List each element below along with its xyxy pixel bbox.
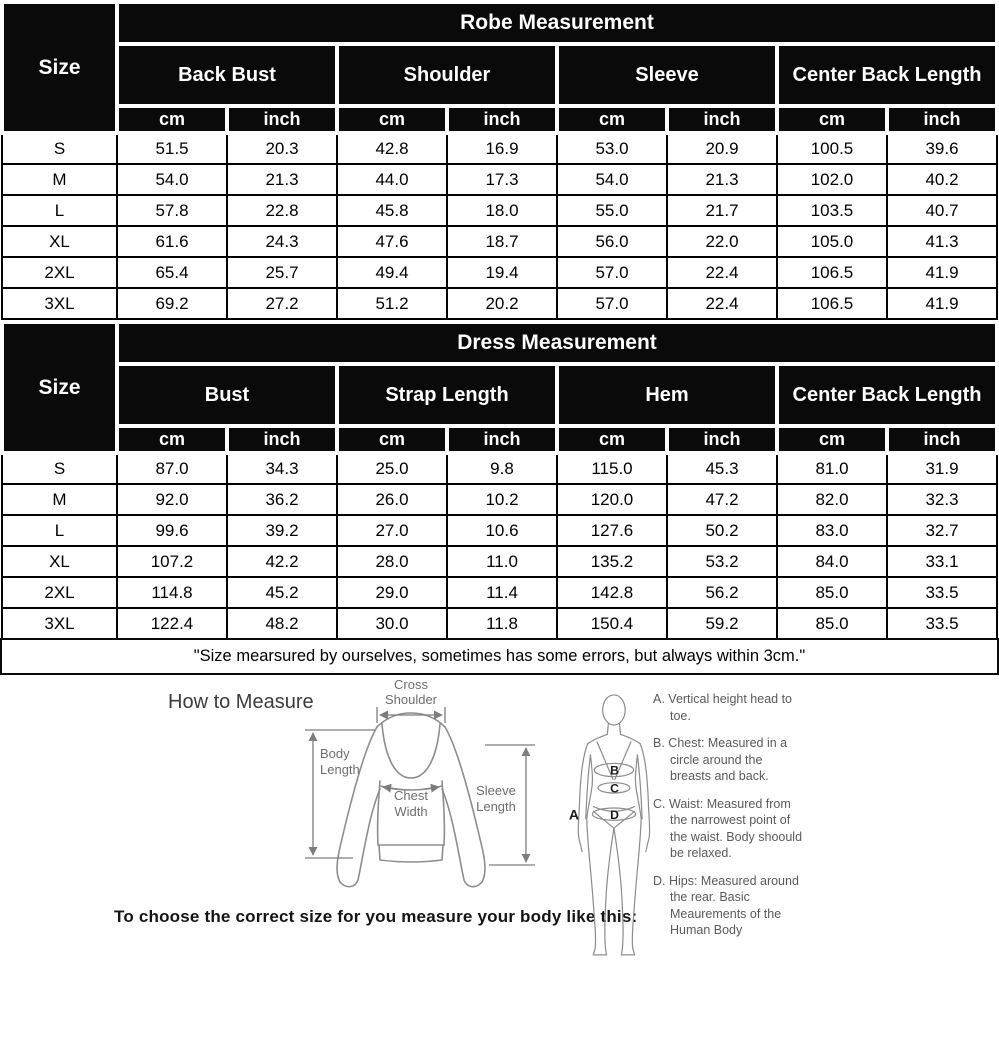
measurement-value: 83.0 — [777, 515, 887, 546]
size-row-3XL — [2, 608, 997, 639]
annotation-text: Hips: Measured around the rear. Basic Meaurements of the Human Body — [668, 873, 799, 937]
unit-header-inch: inch — [227, 426, 337, 453]
dress-table-title: Dress Measurement — [117, 322, 997, 364]
measurement-value: 29.0 — [337, 577, 447, 608]
how-to-measure-heading: How to Measure — [168, 691, 314, 713]
annotation-text: Chest: Measured in a circle around the breasts and back. — [668, 736, 788, 783]
measurement-value: 54.0 — [117, 164, 227, 195]
measurement-value: 32.3 — [887, 484, 997, 515]
measurement-value: 39.6 — [887, 133, 997, 164]
dress-title-row — [2, 322, 997, 364]
measurement-value: 18.7 — [447, 226, 557, 257]
measurement-value: 85.0 — [777, 577, 887, 608]
dress-group-strap-length: Strap Length — [337, 364, 557, 426]
robe-group-header-row — [2, 44, 997, 106]
measurement-value: 16.9 — [447, 133, 557, 164]
measurement-value: 21.7 — [667, 195, 777, 226]
measurement-value: 19.4 — [447, 257, 557, 288]
measurement-value: 40.7 — [887, 195, 997, 226]
chest-width-label: Width — [394, 804, 428, 819]
measurement-value: 36.2 — [227, 484, 337, 515]
robe-group-back-bust: Back Bust — [117, 44, 337, 106]
measurement-value: 56.0 — [557, 226, 667, 257]
measurement-value: 53.2 — [667, 546, 777, 577]
size-row-S — [2, 453, 997, 484]
measurement-value: 103.5 — [777, 195, 887, 226]
dress-group-hem: Hem — [557, 364, 777, 426]
measurement-value: 100.5 — [777, 133, 887, 164]
measure-annotations-list — [653, 691, 805, 950]
measure-annotation — [653, 796, 805, 862]
size-label: XL — [2, 546, 117, 577]
size-label: 3XL — [2, 288, 117, 319]
measurement-value: 59.2 — [667, 608, 777, 639]
measurement-value: 115.0 — [557, 453, 667, 484]
unit-header-cm: cm — [117, 426, 227, 453]
annotation-letter: B. — [653, 736, 669, 750]
cross-shoulder-label: Cross — [394, 677, 428, 692]
chest-width-label: Chest — [394, 788, 428, 803]
unit-header-cm: cm — [337, 426, 447, 453]
size-label: 2XL — [2, 577, 117, 608]
how-to-measure-section — [0, 675, 999, 975]
size-row-3XL — [2, 288, 997, 319]
measurement-value: 22.8 — [227, 195, 337, 226]
dress-measurement-table — [0, 320, 999, 640]
measurement-value: 11.8 — [447, 608, 557, 639]
measurement-value: 84.0 — [777, 546, 887, 577]
measurement-value: 11.0 — [447, 546, 557, 577]
measurement-value: 41.9 — [887, 288, 997, 319]
measurement-value: 25.0 — [337, 453, 447, 484]
measurement-value: 33.5 — [887, 577, 997, 608]
sleeve-length-label: Length — [476, 799, 516, 814]
size-label: M — [2, 484, 117, 515]
measurement-value: 57.0 — [557, 257, 667, 288]
figure-letter-b: B — [610, 763, 619, 778]
unit-header-inch: inch — [887, 106, 997, 133]
annotation-letter: D. — [653, 873, 669, 888]
size-row-XL — [2, 226, 997, 257]
robe-unit-header-row — [2, 106, 997, 133]
measurement-value: 127.6 — [557, 515, 667, 546]
measurement-value: 45.3 — [667, 453, 777, 484]
measurement-value: 107.2 — [117, 546, 227, 577]
robe-title-row — [2, 2, 997, 44]
robe-table-title: Robe Measurement — [117, 2, 997, 44]
measurement-value: 42.2 — [227, 546, 337, 577]
measurement-value: 135.2 — [557, 546, 667, 577]
measurement-value: 49.4 — [337, 257, 447, 288]
measurement-value: 69.2 — [117, 288, 227, 319]
measurement-value: 44.0 — [337, 164, 447, 195]
measurement-value: 47.2 — [667, 484, 777, 515]
size-label: M — [2, 164, 117, 195]
body-length-label: Body — [320, 746, 350, 761]
measurement-value: 47.6 — [337, 226, 447, 257]
size-row-XL — [2, 546, 997, 577]
size-row-2XL — [2, 257, 997, 288]
measurement-value: 142.8 — [557, 577, 667, 608]
measurement-value: 9.8 — [447, 453, 557, 484]
size-label: 2XL — [2, 257, 117, 288]
size-label: L — [2, 195, 117, 226]
dress-group-center-back-length: Center Back Length — [777, 364, 997, 426]
measurement-value: 122.4 — [117, 608, 227, 639]
measurement-value: 32.7 — [887, 515, 997, 546]
unit-header-cm: cm — [337, 106, 447, 133]
measurement-value: 45.2 — [227, 577, 337, 608]
unit-header-inch: inch — [227, 106, 337, 133]
measurement-value: 21.3 — [227, 164, 337, 195]
measurement-value: 31.9 — [887, 453, 997, 484]
measurement-value: 102.0 — [777, 164, 887, 195]
measurement-value: 21.3 — [667, 164, 777, 195]
measurement-value: 42.8 — [337, 133, 447, 164]
unit-header-inch: inch — [667, 426, 777, 453]
measurement-value: 22.4 — [667, 257, 777, 288]
measurement-value: 27.2 — [227, 288, 337, 319]
size-row-2XL — [2, 577, 997, 608]
measurement-value: 81.0 — [777, 453, 887, 484]
measurement-value: 28.0 — [337, 546, 447, 577]
measurement-value: 20.3 — [227, 133, 337, 164]
measurement-value: 57.0 — [557, 288, 667, 319]
unit-header-cm: cm — [777, 106, 887, 133]
measurement-value: 92.0 — [117, 484, 227, 515]
size-row-L — [2, 515, 997, 546]
measurement-value: 24.3 — [227, 226, 337, 257]
unit-header-inch: inch — [887, 426, 997, 453]
measurement-value: 20.9 — [667, 133, 777, 164]
measurement-value: 33.1 — [887, 546, 997, 577]
cross-shoulder-label: Shoulder — [384, 692, 438, 707]
measurement-value: 56.2 — [667, 577, 777, 608]
body-length-label: Length — [320, 762, 360, 777]
body-outline-icon — [578, 695, 649, 955]
measure-annotation — [653, 873, 805, 939]
size-row-M — [2, 164, 997, 195]
measurement-value: 85.0 — [777, 608, 887, 639]
size-instruction-text: To choose the correct size for you measure your body like this: — [114, 907, 638, 926]
unit-header-cm: cm — [557, 106, 667, 133]
measurement-value: 33.5 — [887, 608, 997, 639]
measurement-value: 10.2 — [447, 484, 557, 515]
size-label: XL — [2, 226, 117, 257]
robe-size-header: Size — [2, 2, 117, 133]
annotation-text: Waist: Measured from the narrowest point of the waist. Body shoould be relaxed. — [668, 796, 803, 860]
robe-group-shoulder: Shoulder — [337, 44, 557, 106]
measurement-value: 106.5 — [777, 288, 887, 319]
measurement-value: 27.0 — [337, 515, 447, 546]
measurement-value: 120.0 — [557, 484, 667, 515]
garment-measure-diagram — [283, 675, 545, 897]
measurement-value: 26.0 — [337, 484, 447, 515]
robe-group-sleeve: Sleeve — [557, 44, 777, 106]
size-row-L — [2, 195, 997, 226]
measurement-value: 53.0 — [557, 133, 667, 164]
unit-header-inch: inch — [667, 106, 777, 133]
figure-letter-c: C — [610, 781, 619, 796]
robe-group-center-back-length: Center Back Length — [777, 44, 997, 106]
size-row-S — [2, 133, 997, 164]
size-label: S — [2, 133, 117, 164]
unit-header-cm: cm — [777, 426, 887, 453]
measurement-value: 20.2 — [447, 288, 557, 319]
measurement-value: 11.4 — [447, 577, 557, 608]
dress-size-header: Size — [2, 322, 117, 453]
dress-unit-header-row — [2, 426, 997, 453]
size-row-M — [2, 484, 997, 515]
measurement-value: 48.2 — [227, 608, 337, 639]
measurement-value: 51.5 — [117, 133, 227, 164]
measurement-value: 65.4 — [117, 257, 227, 288]
dress-group-header-row — [2, 364, 997, 426]
figure-letter-d: D — [610, 807, 619, 822]
measurement-value: 45.8 — [337, 195, 447, 226]
measurement-value: 40.2 — [887, 164, 997, 195]
measurement-value: 22.4 — [667, 288, 777, 319]
measurement-value: 150.4 — [557, 608, 667, 639]
measure-annotation — [653, 735, 805, 785]
unit-header-inch: inch — [447, 106, 557, 133]
size-label: L — [2, 515, 117, 546]
measurement-value: 87.0 — [117, 453, 227, 484]
measurement-value: 17.3 — [447, 164, 557, 195]
measurement-value: 106.5 — [777, 257, 887, 288]
measurement-value: 105.0 — [777, 226, 887, 257]
robe-measurement-table — [0, 0, 999, 320]
measurement-value: 18.0 — [447, 195, 557, 226]
annotation-text: Vertical height head to toe. — [668, 692, 792, 723]
size-label: S — [2, 453, 117, 484]
annotation-letter: C. — [653, 796, 669, 811]
measurement-value: 41.3 — [887, 226, 997, 257]
measurement-value: 41.9 — [887, 257, 997, 288]
annotation-letter: A. — [653, 692, 669, 706]
measure-annotation — [653, 691, 805, 724]
measurement-value: 25.7 — [227, 257, 337, 288]
figure-letter-a: A — [568, 806, 580, 823]
measurement-value: 61.6 — [117, 226, 227, 257]
measurement-value: 82.0 — [777, 484, 887, 515]
unit-header-cm: cm — [117, 106, 227, 133]
measurement-value: 54.0 — [557, 164, 667, 195]
measurement-value: 51.2 — [337, 288, 447, 319]
sleeve-length-label: Sleeve — [476, 783, 516, 798]
measurement-value: 114.8 — [117, 577, 227, 608]
unit-header-inch: inch — [447, 426, 557, 453]
measurement-value: 22.0 — [667, 226, 777, 257]
measurement-value: 39.2 — [227, 515, 337, 546]
size-label: 3XL — [2, 608, 117, 639]
measurement-value: 34.3 — [227, 453, 337, 484]
measurement-value: 57.8 — [117, 195, 227, 226]
measurement-value: 55.0 — [557, 195, 667, 226]
unit-header-cm: cm — [557, 426, 667, 453]
measurement-value: 30.0 — [337, 608, 447, 639]
measurement-value: 50.2 — [667, 515, 777, 546]
measurement-value: 99.6 — [117, 515, 227, 546]
measurement-value: 10.6 — [447, 515, 557, 546]
dress-group-bust: Bust — [117, 364, 337, 426]
measurement-note: "Size mearsured by ourselves, sometimes has some errors, but always within 3cm." — [0, 638, 999, 675]
